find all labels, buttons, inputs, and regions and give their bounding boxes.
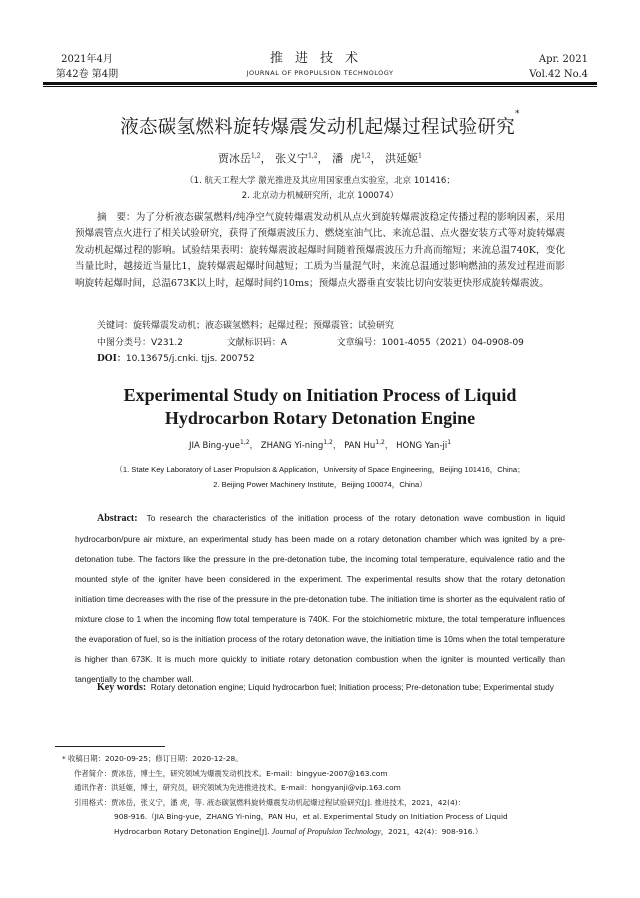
keywords-value: 旋转爆震发动机；液态碳氢燃料；起爆过程；预爆震管；试验研究 (133, 321, 395, 331)
issue-date-cn (52, 52, 122, 82)
abstract-cn (75, 210, 565, 292)
title-footnote-mark: * (515, 109, 520, 119)
affiliation-line: （1. State Key Laboratory of Laser Propulsion & Application，University of Space Engineering，Beijing 101416，China； (115, 465, 525, 474)
author-name: HONG Yan-ji (396, 441, 448, 451)
footnote-citation (56, 796, 586, 811)
doc-code-value: A (280, 337, 287, 348)
doi-row (75, 351, 565, 368)
author-affiliation-mark: 1,2 (361, 152, 371, 160)
volume-issue-cn: 第42卷 第4期 (55, 69, 119, 80)
affiliation-line: 2. Beijing Power Machinery Institute，Beijing 100074，China） (213, 480, 427, 489)
header-rule-thick (43, 82, 597, 85)
citation-pages: ，2021，42(4)：908-916.） (380, 826, 483, 836)
author-affiliation-mark: 1,2 (323, 439, 333, 447)
doi-label: DOI： (97, 354, 126, 364)
author-name: JIA Bing-yue (188, 441, 241, 451)
author-name: 张义宁 (275, 152, 309, 165)
journal-name (200, 50, 440, 79)
issue-month-en: Apr. 2021 (538, 54, 588, 65)
article-no-label: 文章编号： (336, 337, 382, 348)
authors-en (40, 439, 600, 451)
title-line-2: Hydrocarbon Rotary Detonation Engine (164, 408, 476, 428)
separator: ， (317, 152, 329, 165)
separator: ， (332, 441, 342, 451)
doc-code-label: 文献标识码： (226, 337, 281, 348)
author-affiliation-mark: 1,2 (375, 439, 385, 447)
abstract-body-cn: 为了分析液态碳氢燃料/纯净空气旋转爆震发动机从点火到旋转爆震波稳定传播过程的影响因素，采用预爆震管点火进行了相关试验研究，获得了预爆震波压力、燃烧室油气比、来流总温、点火器安装方式等对旋转爆震发动机起爆过程的影响。试验结果表明：旋转爆震波起爆时间随着预爆震波压力升高而缩短；来流总温740K，变化当量比时，越接近当量比1，旋转爆震起爆时间越短；工质为当量混气时，来流总温通过影响燃油的蒸发过程进而影响旋转起爆时间，总温673K以上时，起爆时间约10ms；预爆点火器垂直安装比切向安装更快形成旋转爆震波。 (75, 212, 566, 289)
author-name: 贾冰岳 (218, 152, 252, 165)
title-line-1: Experimental Study on Initiation Process of Liquid (123, 385, 517, 405)
keywords-label: 关键词： (97, 321, 134, 331)
footnote-rule (55, 746, 165, 747)
issue-date: 2021年4月 (61, 54, 113, 65)
footnote-corresponding: 通讯作者：洪延姬，博士，研究员，研究领域为先进推进技术。E-mail：hongyanji@vip.163.com (74, 783, 401, 792)
page-title-en (40, 384, 600, 430)
keywords-en (75, 678, 565, 697)
citation-label: 引用格式： (74, 797, 111, 807)
metadata-cn (75, 318, 565, 368)
abstract-en (75, 508, 565, 689)
volume-issue-en: Vol.42 No.4 (529, 69, 588, 80)
author-name: 潘 虎 (332, 152, 362, 165)
citation-title: Hydrocarbon Rotary Detonation Engine[J]. (114, 826, 272, 836)
separator: ， (260, 152, 272, 165)
keywords-cn (75, 318, 565, 335)
author-affiliation-mark: 1,2 (251, 152, 261, 160)
abstract-label-cn: 摘 要： (97, 212, 136, 223)
author-affiliation-mark: 1 (418, 152, 422, 160)
journal-name-cn: 推进技术 (269, 51, 370, 66)
article-no-value: 1001-4055（2021）04-0908-09 (381, 337, 524, 348)
separator: ， (370, 152, 382, 165)
author-name: 洪延姬 (385, 152, 419, 165)
affiliations-en (40, 462, 600, 492)
clc-label: 中图分类号： (97, 337, 152, 348)
separator: ， (249, 441, 259, 451)
author-name: ZHANG Yi-ning (260, 441, 324, 451)
keywords-label-en: Key words: (97, 682, 147, 693)
citation-cn: 贾冰岳，张义宁，潘 虎，等. 液态碳氢燃料旋转爆震发动机起爆过程试验研究[J]. 推进技术，2021，42(4)： (110, 797, 465, 807)
separator: ， (384, 441, 394, 451)
citation-line-2: 908-916.（JIA Bing-yue，ZHANG Yi-ning，PAN Hu，et al. Experimental Study on Initiation Process of Liquid (114, 812, 508, 821)
clc-value: V231.2 (151, 337, 183, 348)
classification-row (75, 335, 565, 352)
affiliation-line: （1. 航天工程大学 激光推进及其应用国家重点实验室，北京 101416； (185, 176, 455, 186)
author-affiliation-mark: 1,2 (240, 439, 250, 447)
footnote-received: * 收稿日期：2020-09-25；修订日期：2020-12-28。 (62, 754, 243, 763)
doi-value[interactable]: 10.13675/j.cnki. tjjs. 200752 (125, 354, 255, 364)
footnotes (56, 752, 586, 839)
footnote-author-bio: 作者简介：贾冰岳，博士生，研究领域为爆震发动机技术。E-mail：bingyue-2007@163.com (74, 768, 388, 778)
journal-name-en: JOURNAL OF PROPULSION TECHNOLOGY (246, 69, 394, 77)
issue-date-en (529, 52, 588, 82)
author-affiliation-mark: 1 (447, 439, 452, 447)
page-title-cn (40, 109, 600, 139)
affiliation-line: 2. 北京动力机械研究所，北京 100074） (241, 191, 399, 201)
author-name: PAN Hu (344, 441, 376, 451)
abstract-label-en: Abstract: (97, 513, 138, 524)
keywords-value-en: Rotary detonation engine; Liquid hydrocarbon fuel; Initiation process; Pre-detonation tube; Experimental study (150, 682, 554, 692)
author-affiliation-mark: 1,2 (308, 152, 318, 160)
affiliations-cn (40, 174, 600, 204)
citation-journal: Journal of Propulsion Technology (271, 826, 381, 836)
authors-cn (40, 150, 600, 166)
title-text-cn: 液态碳氢燃料旋转爆震发动机起爆过程试验研究 (120, 117, 515, 138)
abstract-body-en: To research the characteristics of the initiation process of the rotary detonation wave combustion in liquid hydrocarbon/pure air mixture, an experimental study has been made on a rotary detonation chamber which was ignited by a pre-detonation tube. The factors like the pressure in the pre-detonation tube, the incoming total temperature, equivalence ratio and the mounted style of the igniter have been considered in the experiment. The experimental results show that the rotary detonation initiation time decreases with the rise of the pressure in the pre-detonation tube. The initiation time is shorter as the equivalent ratio of mixture close to 1 when the incoming flow total temperature is 740K. For the stoichiometric mixture, the total temperature influences the evaporation of fuel, so is the initiation process of the rotary detonation wave, the initiation time is 10ms when the total temperature is higher than 673K. It is much more quickly to initiate rotary detonation combustion when the igniter is mounted vertically than tangentially to the chamber wall. (75, 513, 565, 684)
header-rule-thin (43, 86, 597, 87)
citation-line-3 (56, 825, 586, 840)
